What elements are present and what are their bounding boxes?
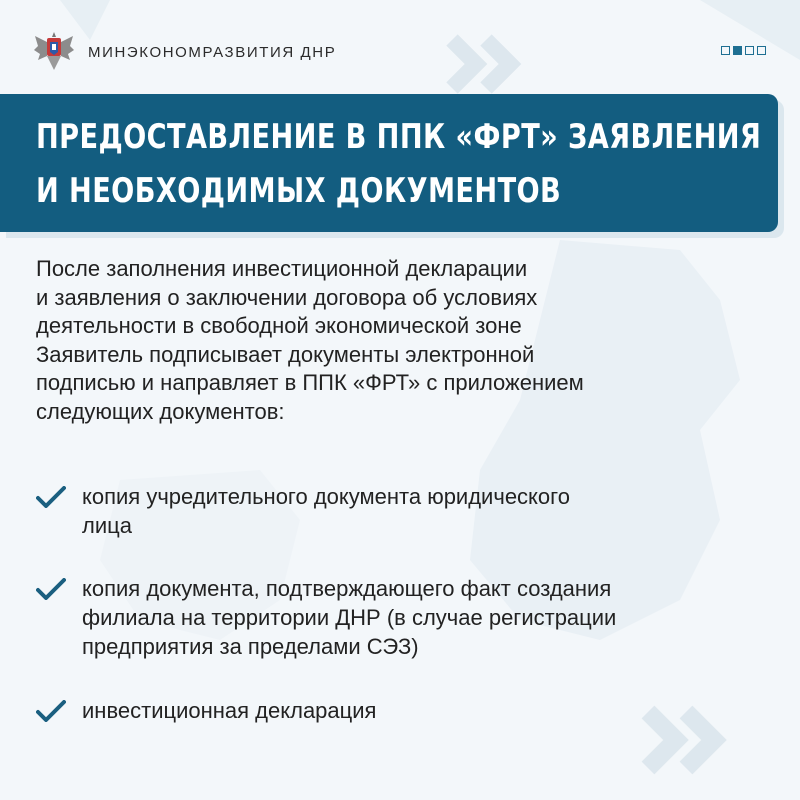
checkmark-icon [36, 578, 66, 600]
document-line: предприятия за пределами СЭЗ) [82, 634, 419, 659]
document-text [82, 696, 376, 725]
checkmark-icon [36, 486, 66, 508]
intro-line: После заполнения инвестиционной декларации [36, 256, 528, 281]
slide-indicator-square [745, 46, 754, 55]
title-banner [0, 94, 778, 232]
document-line: филиала на территории ДНР (в случае регистрации [82, 605, 617, 630]
intro-line: и заявления о заключении договора об условиях [36, 284, 538, 310]
intro-paragraph [36, 255, 776, 426]
page-title [36, 110, 762, 218]
document-line: инвестиционная декларация [82, 698, 377, 723]
intro-line: Заявитель подписывает документы электронной [36, 341, 535, 367]
slide-indicator-square [721, 46, 730, 55]
slide-indicator-square [757, 46, 766, 55]
intro-line: следующих документов: [36, 398, 285, 424]
document-line: копия документа, подтверждающего факт создания [82, 576, 612, 601]
header [32, 28, 336, 76]
checkmark-icon [36, 700, 66, 722]
document-line: лица [82, 513, 132, 538]
document-line: копия учредительного документа юридического [82, 484, 570, 509]
page-title-line: ПРЕДОСТАВЛЕНИЕ В ППК «ФРТ» ЗАЯВЛЕНИЯ [36, 117, 762, 157]
organization-name: МИНЭКОНОМРАЗВИТИЯ ДНР [88, 43, 337, 61]
page-title-line: И НЕОБХОДИМЫХ ДОКУМЕНТОВ [36, 171, 562, 211]
document-text [82, 574, 616, 661]
slide-indicator [721, 46, 766, 55]
intro-line: деятельности в свободной экономической зоне [36, 313, 522, 338]
double-headed-eagle-emblem-icon [32, 28, 76, 76]
intro-line: подписью и направляет в ППК «ФРТ» с приложением [36, 370, 584, 395]
slide-indicator-square-active [733, 46, 742, 55]
document-text [82, 482, 570, 540]
